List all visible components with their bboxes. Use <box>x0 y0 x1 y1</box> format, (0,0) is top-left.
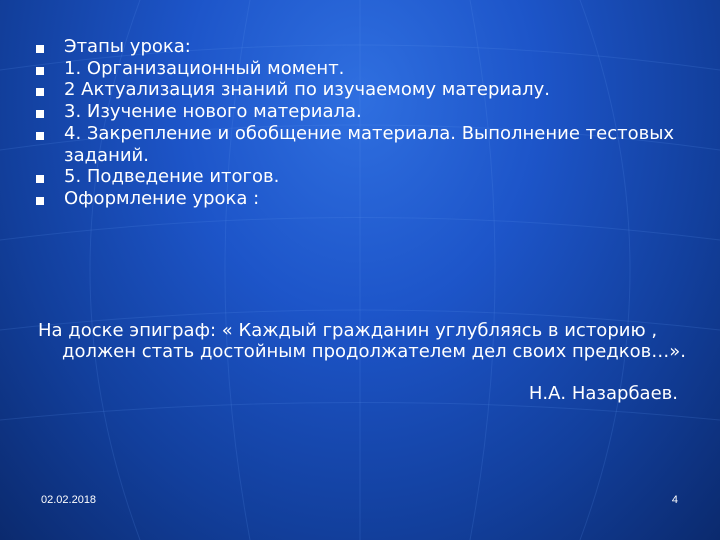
square-bullet-icon <box>36 45 44 53</box>
epigraph-text: На доске эпиграф: « Каждый гражданин углубляясь в историю , должен стать достойным продолжателем дел своих предков…». <box>38 320 686 362</box>
square-bullet-icon <box>36 132 44 140</box>
epigraph-author: Н.А. Назарбаев. <box>528 383 678 404</box>
list-item: 1. Организационный момент. <box>36 58 696 80</box>
square-bullet-icon <box>36 175 44 183</box>
list-item: 2 Актуализация знаний по изучаемому материалу. <box>36 79 696 101</box>
square-bullet-icon <box>36 110 44 118</box>
lesson-stages-list <box>36 36 696 210</box>
list-item: 4. Закрепление и обобщение материала. Выполнение тестовых заданий. <box>36 123 696 166</box>
list-item: 5. Подведение итогов. <box>36 166 696 188</box>
square-bullet-icon <box>36 88 44 96</box>
footer-date: 02.02.2018 <box>41 494 97 506</box>
square-bullet-icon <box>36 197 44 205</box>
list-item: Оформление урока : <box>36 188 696 210</box>
page-number: 4 <box>671 494 678 506</box>
list-item: 3. Изучение нового материала. <box>36 101 696 123</box>
square-bullet-icon <box>36 67 44 75</box>
list-item: Этапы урока: <box>36 36 696 58</box>
